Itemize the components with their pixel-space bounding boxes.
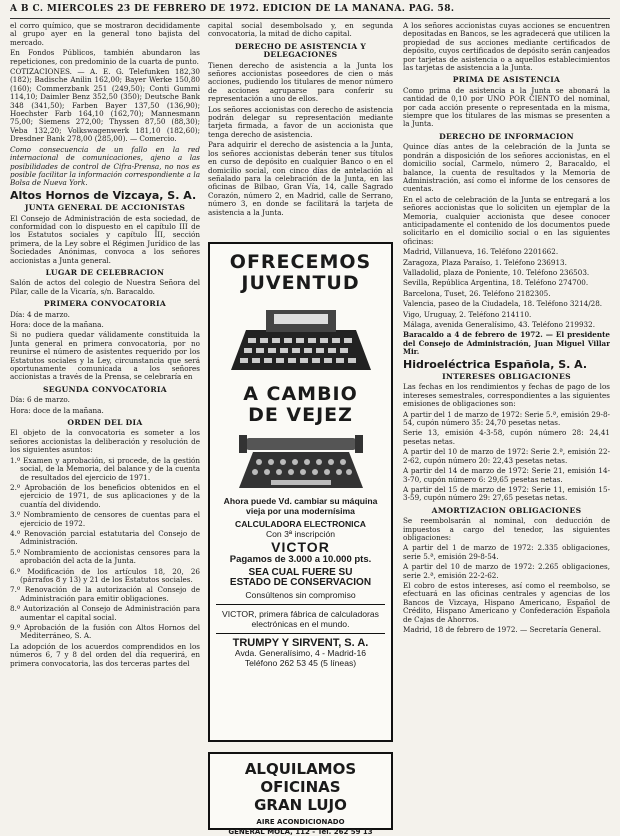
list-item: 6.º Modificación de los artículos 18, 20, 26 (párrafos 8 y 13) y 21 de los Estatutos sociales. <box>10 566 200 584</box>
paragraph: COTIZACIONES. — A. E. G. Telefunken 182,30 (182); Badische Anilin 162,00; Bayer Werke 150,80 (160); Commerzbank 251 (249,50); Conti Gummi 114,10; Daimler Benz 352,50 (350); Deutsche Bank 348 (341,50); Farben Bayer 137,50 (136,90); Hoechster Farb 164,10 (162,70); Mannesmann 75,00; Siemens 272,00; Thyssen 87,50 (88,30); Veba 132,20; Volkswagenwerk 181,10 (182,60); Dresdner Bank 278,00 (285,00). — Comercio. <box>10 67 200 144</box>
list-item: Vigo, Uruguay, 2. Teléfono 214110. <box>403 309 532 319</box>
ad-headline: DE VEJEZ <box>248 404 353 426</box>
list-item: 4.º Renovación parcial estatutaria del Consejo de Administración. <box>10 528 200 547</box>
page-header: A B C. MIERCOLES 23 DE FEBRERO DE 1972. EDICION DE LA MAÑANA. PAG. 58. <box>10 4 610 19</box>
list-item: Zaragoza, Plaza Paraíso, 1. Teléfono 236913. <box>403 257 567 267</box>
list-item: 8.º Autorización al Consejo de Administración para aumentar el capital social. <box>10 604 200 622</box>
ad2-headline: GRAN LUJO <box>254 796 347 814</box>
list-item: Málaga, avenida Generalísimo, 43. Teléfono 219932. <box>403 320 595 329</box>
section-heading: LUGAR DE CELEBRACION <box>45 267 165 277</box>
section-heading: AMORTIZACION OBLIGACIONES <box>431 505 582 515</box>
ad-offer-text: Ahora puede Vd. cambiar su máquina vieja por una modernísima <box>223 496 378 516</box>
paragraph: Las fechas en los rendimientos y fechas de pago de los intereses semestrales, correspondientes a las siguientes emisiones de obligaciones son: <box>403 382 610 409</box>
section-heading: JUNTA GENERAL DE ACCIONISTAS <box>24 203 186 213</box>
ad-address: Avda. Generalísimo, 4 - Madrid-16 <box>234 648 367 658</box>
paragraph: Hora: doce de la mañana. <box>10 405 104 415</box>
calculator-illustration-icon <box>226 300 376 380</box>
paragraph: Salón de actos del colegio de Nuestra Señora del Pilar, calle de la Vicaría, s/n. Baracaldo. <box>10 278 200 296</box>
section-heading: SEGUNDA CONVOCATORIA <box>43 384 167 394</box>
paragraph: En el acto de celebración de la Junta se entregará a los señores accionistas que lo soliciten un ejemplar de la Memoria, cualquier accionista que desee conocer anticipadamente el contenido de los documentos puede solicitarlo en el domicilio social o en las siguientes oficinas: <box>403 194 610 246</box>
column-left <box>10 22 200 827</box>
paragraph: A los señores accionistas cuyas acciones se encuentren depositadas en Bancos, se les agradecerá que utilicen la propiedad de sus acciones mediante certificados de depósito, cuyos certificados de depósito serán canjeados por tarjetas de asistencia o a aquellos establecimientos las tarjetas de asistencia a la Junta. <box>403 22 610 73</box>
paragraph: capital social desembolsado y, en segunda convocatoria, la mitad de dicho capital. <box>208 22 393 39</box>
list-item: Valencia, paseo de la Ciudadela, 18. Teléfono 3214/28. <box>403 299 603 309</box>
ad-product-sub: Con 3ª inscripción <box>265 529 336 539</box>
list-item: A partir del 15 de marzo de 1972: Serie 11, emisión 15-3-59, cupón número 29: 27,65 pesetas netas. <box>403 484 610 503</box>
paragraph: Los señores accionistas con derecho de asistencia podrán delegar su representación mediante tarjeta firmada, a favor de un accionista que tenga derecho de asistencia. <box>208 104 393 139</box>
ad-brand: VICTOR <box>271 539 330 555</box>
list-item: A partir del 1 de marzo de 1972: 2.335 obligaciones, serie 5.ª, emisión 29-8-54. <box>403 543 610 561</box>
paragraph: Para adquirir el derecho de asistencia a la Junta, los señores accionistas deberán tener sus títulos en curso de depósito en cualquier Banco o en el domicilio social, con cinco días de antelación al señalado para la celebración de la Junta, en las oficinas de Bilbao, Gran Vía, 14, calle Sagrado Corazón, número 2, en Madrid, calle de Serrano, número 3, en donde se facilitará la tarjeta de asistencia a la Junta. <box>208 140 393 217</box>
agenda-list <box>10 457 200 641</box>
list-item: Madrid, Villanueva, 16. Teléfono 2201662. <box>403 247 559 257</box>
list-item: 1.º Examen y aprobación, si procede, de la gestión social, de la Memoria, del balance y de la cuenta de resultados del ejercicio de 1971. <box>10 455 200 482</box>
ad-headline: A CAMBIO <box>243 383 358 405</box>
advertisement-victor <box>208 242 393 742</box>
list-item: A partir del 10 de marzo de 1972: Serie 2.ª, emisión 22-2-62, cupón número 20: 22,43 pesetas netas. <box>403 447 610 465</box>
ad-product: CALCULADORA ELECTRONICA <box>235 519 366 529</box>
list-item: Valladolid, plaza de Poniente, 10. Teléfono 236503. <box>403 267 590 277</box>
paragraph: Si no pudiera quedar válidamente constituida la Junta general en primera convocatoria, por no reunirse el número de asistentes requerido por los Estatutos sociales y la Ley, circunstancia que será oportunamente comunicada a los señores accionistas a través de la Prensa, se celebraría en <box>10 330 200 382</box>
ad-phone: Teléfono 262 53 45 (5 líneas) <box>244 658 357 668</box>
paragraph: La adopción de los acuerdos comprendidos en los números 6, 7 y 8 del orden del día requerirá, en primera convocatoria, las dos terceras partes del <box>10 641 200 668</box>
list-item: A partir del 10 de marzo de 1972: 2.265 obligaciones, serie 2.ª, emisión 22-2-62. <box>403 562 610 580</box>
list-item: 3.º Nombramiento de censores de cuentas para el ejercicio de 1972. <box>10 510 200 528</box>
ad2-headline: ALQUILAMOS OFICINAS <box>244 760 357 796</box>
section-heading: INTERESES OBLIGACIONES <box>442 372 571 382</box>
ad-condition: Consúltenos sin compromiso <box>245 590 356 600</box>
paragraph: El objeto de la convocatoria es someter a los señores accionistas la deliberación y resolución de los siguientes asuntos: <box>10 428 200 455</box>
paragraph: Tienen derecho de asistencia a la Junta los señores accionistas poseedores de cien o más acciones, pudiendo los titulares de menor número de acciones agruparse para conferir su representación a uno de ellos. <box>208 60 393 104</box>
column-right <box>403 22 610 827</box>
section-heading: PRIMA DE ASISTENCIA <box>452 75 561 85</box>
list-item: Barcelona, Tuset, 26. Teléfono 2182305. <box>403 288 551 298</box>
section-heading: PRIMERA CONVOCATORIA <box>43 299 167 309</box>
ad2-subtext: AIRE ACONDICIONADO <box>256 818 345 826</box>
paragraph: Se reembolsarán al nominal, con deducción de impuestos a cargo del tenedor, las siguientes obligaciones: <box>403 516 610 542</box>
list-item: Serie 13, emisión 4-3-58, cupón número 28: 24,41 pesetas netas. <box>403 428 610 446</box>
list-item: 7.º Renovación de la autorización al Consejo de Administración para emitir obligaciones. <box>10 585 200 603</box>
list-item: 5.º Nombramiento de accionistas censores para la aprobación del acta de la Junta. <box>10 547 200 566</box>
list-item: A partir del 14 de marzo de 1972: Serie 21, emisión 14-3-70, cupón número 6: 29,65 pesetas netas. <box>403 466 610 484</box>
column-middle <box>208 22 393 252</box>
paragraph: El Consejo de Administración de esta sociedad, de conformidad con lo dispuesto en el capítulo III de los Estatutos sociales y capítulo III, sección primera, de la Ley sobre el Régimen Jurídico de las Sociedades Anónimas, convoca a los señores accionistas a Junta general. <box>10 213 200 265</box>
ad-condition: ESTADO DE CONSERVACION <box>229 577 372 588</box>
paragraph: Como consecuencia de un fallo en la red internacional de comunicaciones, ajeno a las posibilidades de control de Cifra-Prensa, no nos es posible facilitar la información correspondiente a la Bolsa de Nueva York. <box>10 144 200 188</box>
list-item: 2.º Aprobación de los beneficios obtenidos en el ejercicio de 1971, de sus aplicaciones y de la cuantía del dividendo. <box>10 482 200 509</box>
list-item: A partir del 1 de marzo de 1972: Serie 5.ª, emisión 29-8-54, cupón número 35: 24,70 pesetas netas. <box>403 409 610 428</box>
typewriter-illustration-icon <box>231 430 371 492</box>
paragraph: El cobro de estos intereses, así como el reembolso, se efectuará en las oficinas centrales y agencias de los Bancos de Vizcaya, Hispano Americano, Español de Crédito, Hispano Americano y Confederación Española de Cajas de Ahorros. <box>403 580 610 624</box>
paragraph: Hora: doce de la mañana. <box>10 320 104 329</box>
section-heading: ORDEN DEL DIA <box>67 418 143 428</box>
ad-tagline: VICTOR, primera fábrica de calculadoras electrónicas en el mundo. <box>222 609 379 629</box>
paragraph: Como prima de asistencia a la Junta se abonará la cantidad de 0,10 por UNO POR CIENTO del nominal, por cada acción presente o representada en la misma, siempre que los titulares de las mismas se presenten a la Junta. <box>403 85 610 129</box>
ad-headline: JUVENTUD <box>241 272 360 294</box>
list-item: Sevilla, República Argentina, 18. Teléfono 274700. <box>403 278 589 288</box>
paragraph: En Fondos Públicos, también abundaron las repeticiones, con predominio de la cuarta de punto. <box>10 48 200 66</box>
ad-condition: SEA CUAL FUERE SU <box>248 567 353 578</box>
paragraph: el corro químico, que se mostraron decididamente al grupo ayer en la general tono bajista del mercado. <box>10 22 200 47</box>
ad-headline: OFRECEMOS <box>229 251 372 273</box>
ad-price: Pagamos de 3.000 a 10.000 pts. <box>229 554 372 565</box>
paragraph: Baracaldo a 4 de febrero de 1972. — El presidente del Consejo de Administración, Juan Miguel Villar Mir. <box>403 330 610 357</box>
advertisement-offices <box>208 752 393 836</box>
list-item: 9.º Aprobación de la fusión con Altos Hornos del Mediterráneo, S. A. <box>10 623 200 641</box>
company-heading: Hidroeléctrica Española, S. A. <box>403 357 588 371</box>
section-heading: DERECHO DE INFORMACION <box>439 131 574 141</box>
paragraph: Día: 4 de marzo. <box>10 309 70 319</box>
company-heading: Altos Hornos de Vizcaya, S. A. <box>10 188 197 202</box>
paragraph: Madrid, 18 de febrero de 1972. — Secretaría General. <box>403 625 601 634</box>
paragraph: Día: 6 de marzo. <box>10 395 70 405</box>
section-heading: DERECHO DE ASISTENCIA Y DELEGACIONES <box>234 41 367 60</box>
ad-dealer: TRUMPY Y SIRVENT, S. A. <box>232 637 369 649</box>
paragraph: Quince días antes de la celebración de la Junta se pondrán a disposición de los señores accionistas, en el domicilio social, Carmelo, número 2, Baracaldo, el balance, la cuenta de resultados y la Memoria de Administración, así como el informe de los censores de cuentas. <box>403 142 610 194</box>
ad2-contact: GENERAL MOLA, 112 - Tel. 262 59 13 <box>228 828 373 836</box>
